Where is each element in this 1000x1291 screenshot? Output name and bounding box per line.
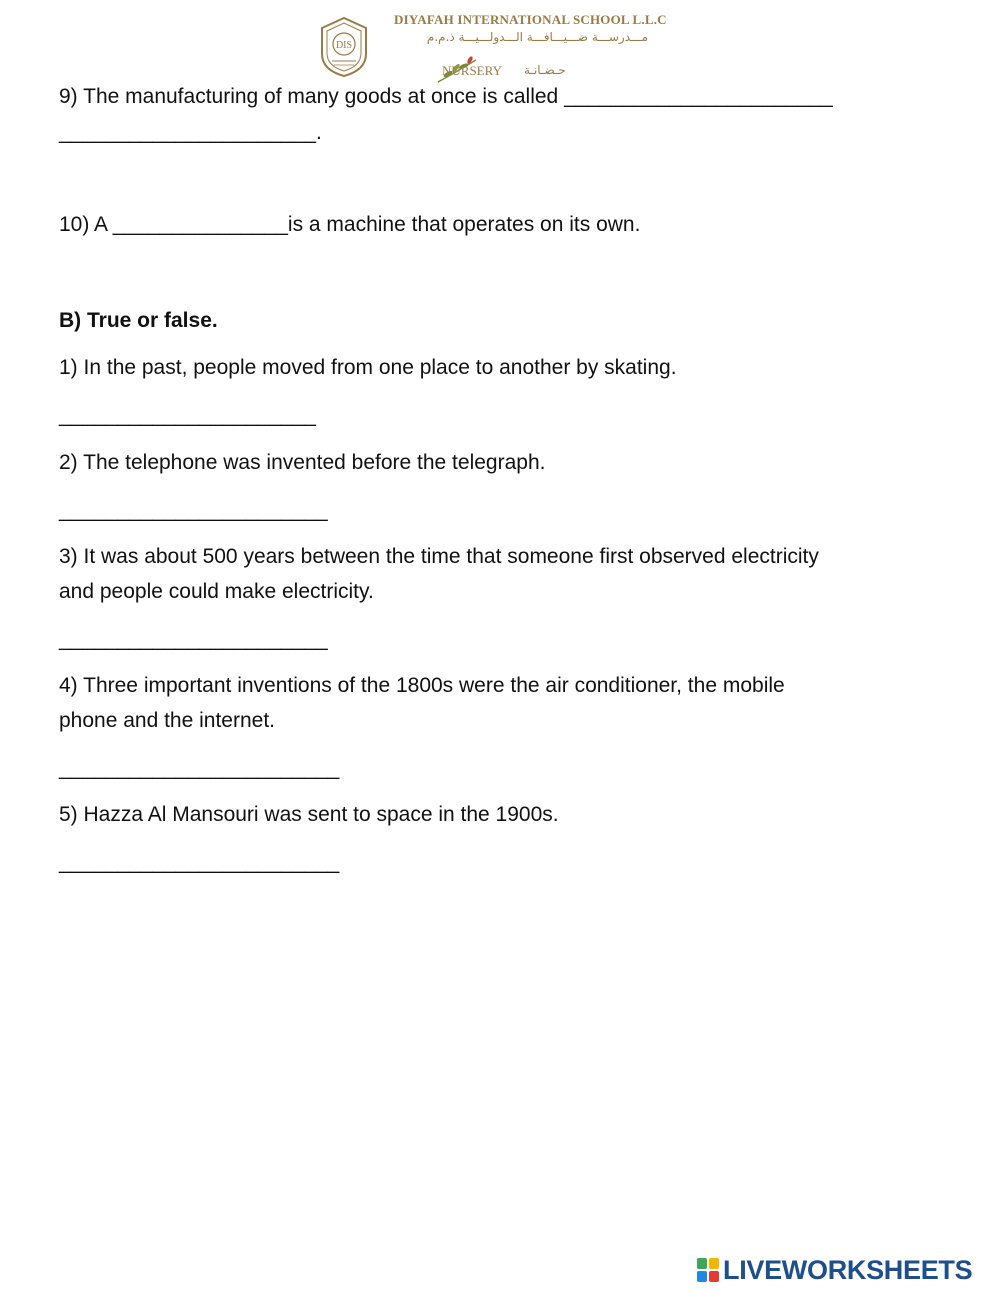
- nursery-label-arabic: حـضـانـة: [524, 63, 566, 77]
- question-9-line-2: ______________________.: [59, 121, 322, 144]
- tile-2: [709, 1258, 719, 1269]
- tile-4: [709, 1271, 719, 1282]
- nursery-label-english: NURSERY: [442, 63, 502, 78]
- section-b-title: B) True or false.: [59, 309, 218, 332]
- liveworksheets-tiles-icon: [697, 1258, 719, 1282]
- tile-3: [697, 1271, 707, 1282]
- tf-question-2-text: 2) The telephone was invented before the telegraph.: [59, 451, 546, 474]
- tf-question-4-text-line-1: 4) Three important inventions of the 1800s were the air conditioner, the mobile: [59, 674, 785, 697]
- school-crest-icon: [318, 14, 370, 78]
- tf-question-3-text-line-2: and people could make electricity.: [59, 580, 374, 603]
- tf-question-5-text: 5) Hazza Al Mansouri was sent to space in the 1900s.: [59, 803, 559, 826]
- tf-question-1-answer-blank[interactable]: ______________________: [59, 404, 316, 427]
- tf-question-4-answer-blank[interactable]: ________________________: [59, 757, 340, 780]
- tf-question-2-answer-blank[interactable]: _______________________: [59, 499, 328, 522]
- tf-question-3-text-line-1: 3) It was about 500 years between the time that someone first observed electricity: [59, 545, 819, 568]
- tf-question-1-text: 1) In the past, people moved from one place to another by skating.: [59, 356, 677, 379]
- tile-1: [697, 1258, 707, 1269]
- school-header: [318, 10, 667, 82]
- liveworksheets-logo: [697, 1254, 997, 1286]
- question-10: 10) A _______________is a machine that operates on its own.: [59, 213, 641, 236]
- tf-question-4-text-line-2: phone and the internet.: [59, 709, 276, 732]
- school-name-english: DIYAFAH INTERNATIONAL SCHOOL L.L.C: [394, 12, 667, 27]
- liveworksheets-brand-text: LIVEWORKSHEETS: [723, 1255, 973, 1285]
- question-9-line-1: 9) The manufacturing of many goods at once is called _______________________: [59, 85, 833, 108]
- tf-question-5-answer-blank[interactable]: ________________________: [59, 851, 340, 874]
- school-name-arabic: مـــدرســـة ضـــيـــافـــة الـــدولـــيـــة ذ.م.م: [426, 30, 648, 44]
- tf-question-3-answer-blank[interactable]: _______________________: [59, 628, 328, 651]
- crest-text: DIS: [335, 40, 353, 51]
